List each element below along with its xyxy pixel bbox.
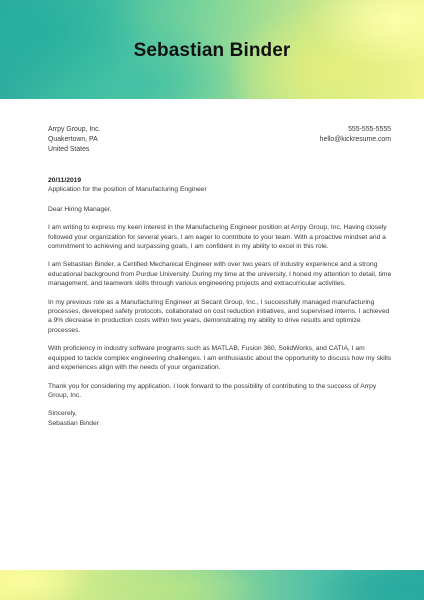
phone-number: 555-555-5555 [348,126,391,133]
letter-date: 20/11/2019 [48,177,82,184]
recipient-company: Arrpy Group, Inc. [48,126,101,133]
paragraph-thanks: Thank you for considering my application. I look forward to the possibility of contributing to the success of Arrpy Group, Inc. [48,382,377,399]
email-address: hello@kickresume.com [319,136,391,143]
header-banner [0,0,424,99]
paragraph-experience: In my previous role as a Manufacturing Engineer at Secant Group, Inc., I successfully managed manufacturing processes, developed safety protocols, collaborated on cost reduction initiatives, and supervised interns. I achieved a 9% decrease in production costs within two years, demonstrating my ability to drive results and optimize processes. [48,298,390,334]
paragraph-intro: I am writing to express my keen interest in the Manufacturing Engineer position at Arrpy Group, Inc. Having closely followed your organization for several years, I am eager to contribute to your team. With a proactive mindset and a commitment to achieving and surpassing goals, I am confident in my ability to excel in this role. [48,224,387,251]
applicant-name: Sebastian Binder [133,40,291,61]
recipient-address [48,125,100,155]
letter-greeting: Dear Hiring Manager, [48,205,112,213]
footer-banner [0,570,424,600]
recipient-city: Quakertown, PA [48,136,98,143]
paragraph-background: I am Sebastian Binder, a Certified Mechanical Engineer with over two years of industry experience and a strong educational background from Purdue University. During my time at the university, I honed my attention to detail, time management, and teamwork skills through various engineering projects and extracurricular activities. [48,261,392,288]
contact-info [320,125,391,145]
letter-body [48,176,394,428]
recipient-country: United States [48,146,90,153]
paragraph-skills: With proficiency in industry software programs such as MATLAB, Fusion 360, SolidWorks, and CATIA, I am equipped to tackle complex engineering challenges. I am enthusiastic about the opportunity to discuss how my skills and experiences align with the needs of your organization. [48,345,392,372]
letter-closing: Sincerely, [48,410,77,418]
letter-subject: Application for the position of Manufacturing Engineer [48,186,207,194]
letter-signature: Sebastian Binder [48,419,99,427]
